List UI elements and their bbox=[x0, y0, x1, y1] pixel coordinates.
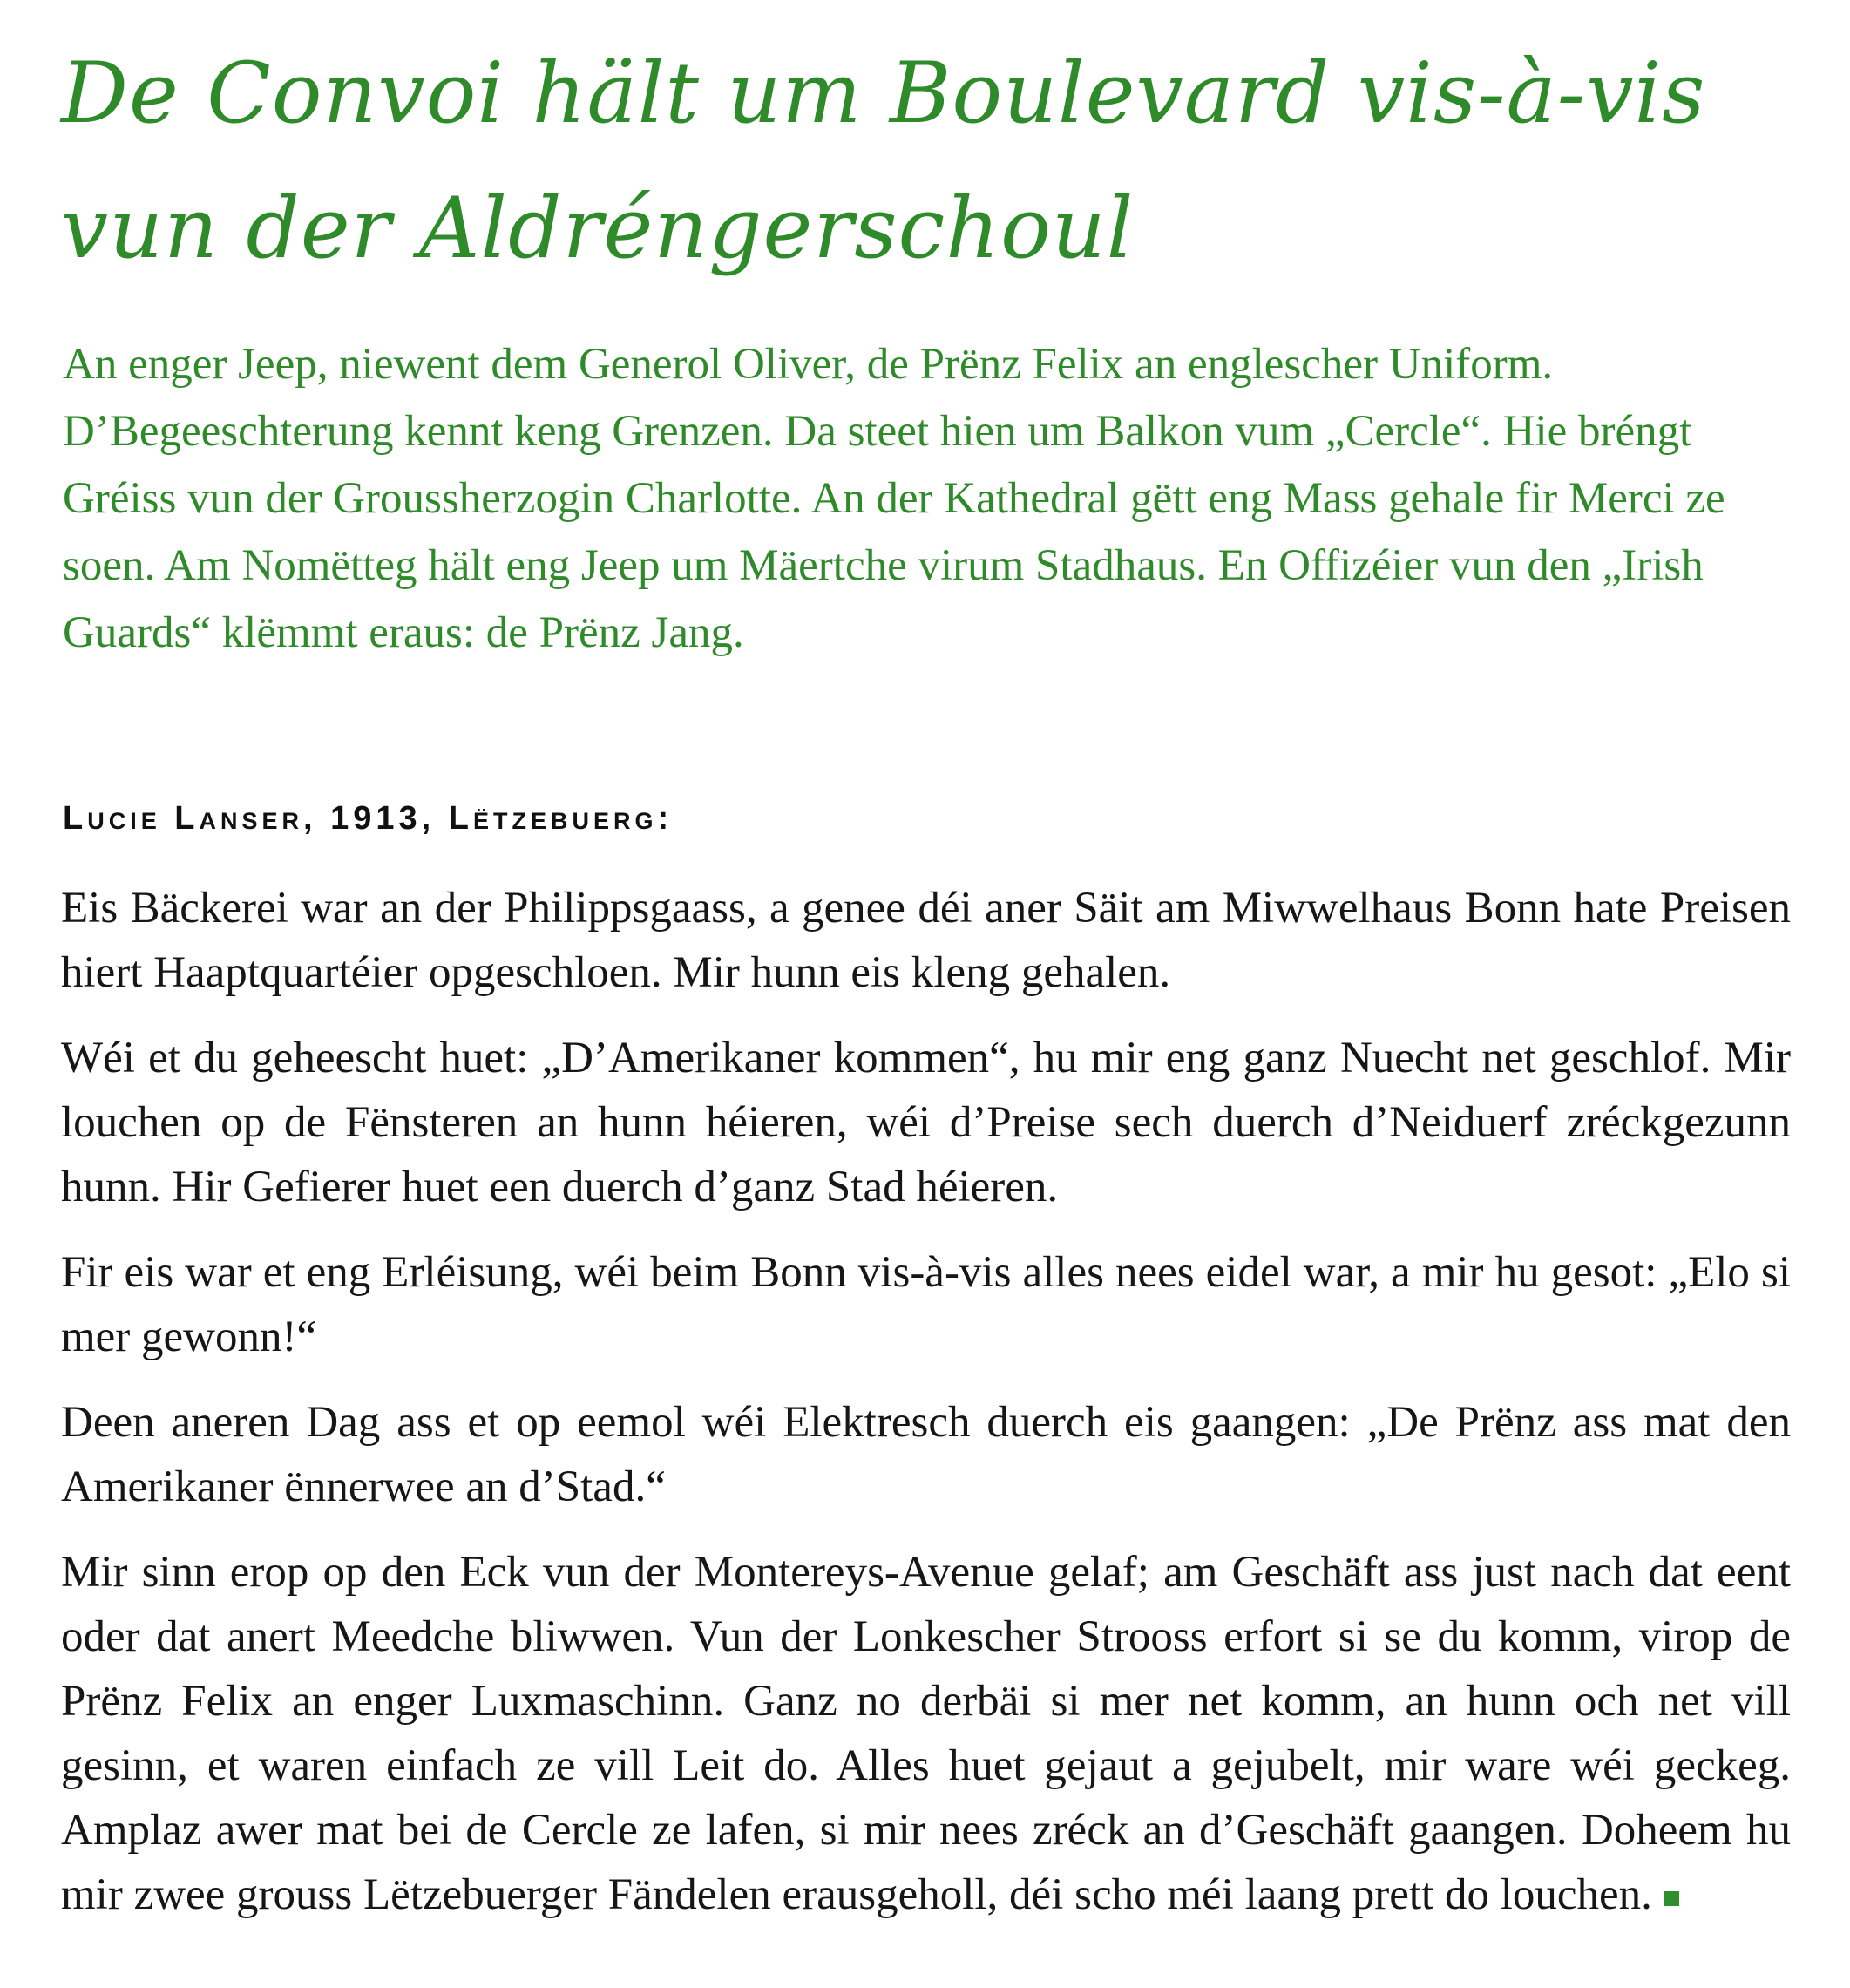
body-paragraph: Wéi et du geheescht huet: „D’Amerikaner kommen“, hu mir eng ganz Nuecht net geschlof. Mir louchen op de Fënsteren an hunn héieren, wéi d’Preise sech duerch d’Neiduerf zréckgezunn hunn. Hir Gefierer huet een duerch d’ganz Stad héieren. bbox=[61, 1034, 1791, 1211]
page-title: De Convoi hält um Boulevard vis-à-vis vun der Aldréngerschoul bbox=[61, 44, 1706, 277]
body-paragraph-last bbox=[61, 1540, 1791, 1927]
body-paragraph: Eis Bäckerei war an der Philippsgaass, a genee déi aner Säit am Miwwelhaus Bonn hate Preisen hiert Haaptquartéier opgeschloen. Mir hunn eis kleng gehalen. bbox=[61, 884, 1791, 997]
testimony-body bbox=[61, 876, 1791, 1948]
intro-paragraph: An enger Jeep, niewent dem Generol Oliver, de Prënz Felix an englescher Uniform. D’Begeeschterung kennt keng Grenzen. Da steet hien um Balkon vum „Cercle“. Hie bréngt Gréiss vun der Groussherzogin Charlotte. An der Kathedral gëtt eng Mass gehale fir Merci ze soen. Am Nomëtteg hält eng Jeep um Mäertche virum Stadhaus. En Offizéier vun den „Irish Guards“ klëmmt eraus: de Prënz Jang. bbox=[63, 340, 1725, 657]
body-paragraph: Deen aneren Dag ass et op eemol wéi Elektresch duerch eis gaangen: „De Prënz ass mat den Amerikaner ënnerwee an d’Stad.“ bbox=[61, 1398, 1791, 1511]
author-heading: Lucie Lanser, 1913, Lëtzebuerg: bbox=[63, 800, 674, 837]
body-paragraph-text: Mir sinn erop op den Eck vun der Montereys-Avenue gelaf; am Geschäft ass just nach dat eent oder dat anert Meedche bliwwen. Vun der Lonkescher Strooss erfort si se du komm, virop de Prënz Felix an enger Luxmaschinn. Ganz no derbäi si mer net komm, an hunn och net vill gesinn, et waren einfach ze vill Leit do. Alles huet gejaut a gejubelt, mir ware wéi geckeg. Amplaz awer mat bei de Cercle ze lafen, si mir nees zréck an d’Geschäft gaangen. Doheem hu mir zwee grouss Lëtzebuerger Fändelen erausgeholl, déi scho méi laang prett do louchen. bbox=[61, 1548, 1791, 1919]
end-mark-icon bbox=[1664, 1891, 1679, 1906]
body-paragraph: Fir eis war et eng Erléisung, wéi beim Bonn vis-à-vis alles nees eidel war, a mir hu gesot: „Elo si mer gewonn!“ bbox=[61, 1248, 1791, 1361]
